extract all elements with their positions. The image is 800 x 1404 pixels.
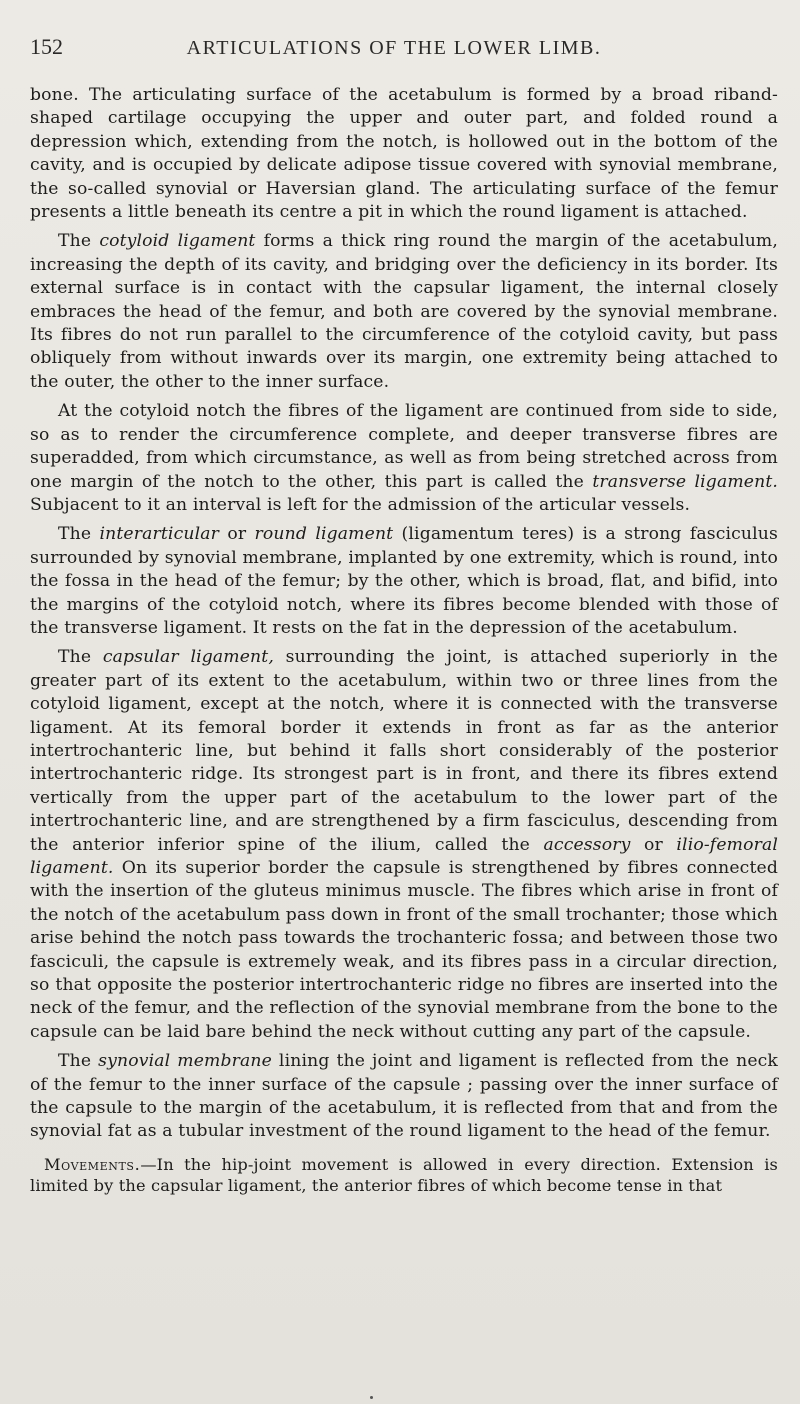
movements-heading: Movements. [44,1154,141,1174]
paragraph-capsular-ligament: The capsular ligament, surrounding the joint, is attached superiorly in the greater part of its extent to the acetabulum, within two or three lines from the cotyloid ligament, except at the notch, where it is connected with the transverse ligament. At its femoral border it extends in front as far as the anterior intertrochanteric line, but behind it falls short considerably of the posterior intertrochanteric ridge. Its strongest part is in front, and there its fibres extend vertically from the upper part of the acetabulum to the lower part of the intertrochanteric line, and are strengthened by a firm fasciculus, descending from the anterior inferior spine of the ilium, called the accessory or ilio-femoral ligament. On its superior border the capsule is strengthened by fibres connected with the insertion of the gluteus minimus muscle. The fibres which arise in front of the notch of the acetabulum pass down in front of the small trochanter; those which arise behind the notch pass towards the trochanteric fossa; and between those two fasciculi, the capsule is extremely weak, and its fibres pass in a circular direction, so that opposite the posterior intertrochanteric ridge no fibres are inserted into the neck of the femur, and the reflection of the synovial membrane from the bone to the capsule can be laid bare behind the neck without cutting any part of the capsule. [30,647,778,1042]
paragraph-synovial-membrane: The synovial membrane lining the joint and ligament is reflected from the neck of the femur to the inner surface of the capsule ; passing over the inner surface of the capsule to the margin of the acetabulum, it is reflected from that and from the synovial fat as a tubular investment of the round ligament to the head of the femur. [30,1051,778,1142]
paragraph-cotyloid-ligament: The cotyloid ligament forms a thick ring round the margin of the acetabulum, increasing the depth of its cavity, and bridging over the deficiency in its border. Its external surface is in contact with the capsular ligament, the internal closely embraces the head of the femur, and both are covered by the synovial membrane. Its fibres do not run parallel to the circumference of the cotyloid cavity, but pass obliquely from without inwards over its margin, one extremity being attached to the outer, the other to the inner surface. [30,231,778,392]
page-number: 152 [30,34,63,59]
paragraph-round-ligament: The interarticular or round ligament (ligamentum teres) is a strong fasciculus surrounded by synovial membrane, implanted by one extremity, which is round, into the fossa in the head of the femur; by the other, which is broad, flat, and bifid, into the margins of the cotyloid notch, where its fibres become blended with those of the transverse ligament. It rests on the fat in the depression of the acetabulum. [30,524,778,638]
term-interarticular: interarticular [99,524,219,545]
print-speck [370,1396,373,1399]
term-accessory: accessory [543,834,631,855]
term-cotyloid-ligament: cotyloid ligament [99,231,256,252]
paragraph-cotyloid-notch: At the cotyloid notch the fibres of the ligament are continued from side to side, so as to render the circumference complete, and deeper transverse fibres are superadded, from which circumstance, as well as from being stretched across from one margin of the notch to the other, this part is called the transverse ligament. Subjacent to it an interval is left for the admission of the articular vessels. [30,401,778,515]
term-synovial-membrane: synovial membrane [98,1051,272,1072]
term-transverse-ligament: transverse ligament. [592,471,778,492]
paragraph-movements: Movements.—In the hip-joint movement is allowed in every direction. Extension is limited by the capsular ligament, the anterior fibres of which become tense in that [30,1154,778,1195]
paragraph-acetabulum-surface: bone. The articulating surface of the acetabulum is formed by a broad riband-shaped cartilage occupying the upper and outer part, and folded round a depression which, extending from the notch, is hollowed out in the bottom of the cavity, and is occupied by delicate adipose tissue covered with synovial membrane, the so-called synovial or Haversian gland. The articulating surface of the femur presents a little beneath its centre a pit in which the round ligament is attached. [30,85,778,223]
body-text [30,84,778,1196]
term-ilio-femoral-ligament: ilio-femoral ligament. [30,834,778,878]
term-round-ligament: round ligament [254,524,394,545]
term-capsular-ligament: capsular ligament, [102,647,274,668]
running-head [30,34,778,70]
running-title: ARTICULATIONS OF THE LOWER LIMB. [186,37,602,59]
